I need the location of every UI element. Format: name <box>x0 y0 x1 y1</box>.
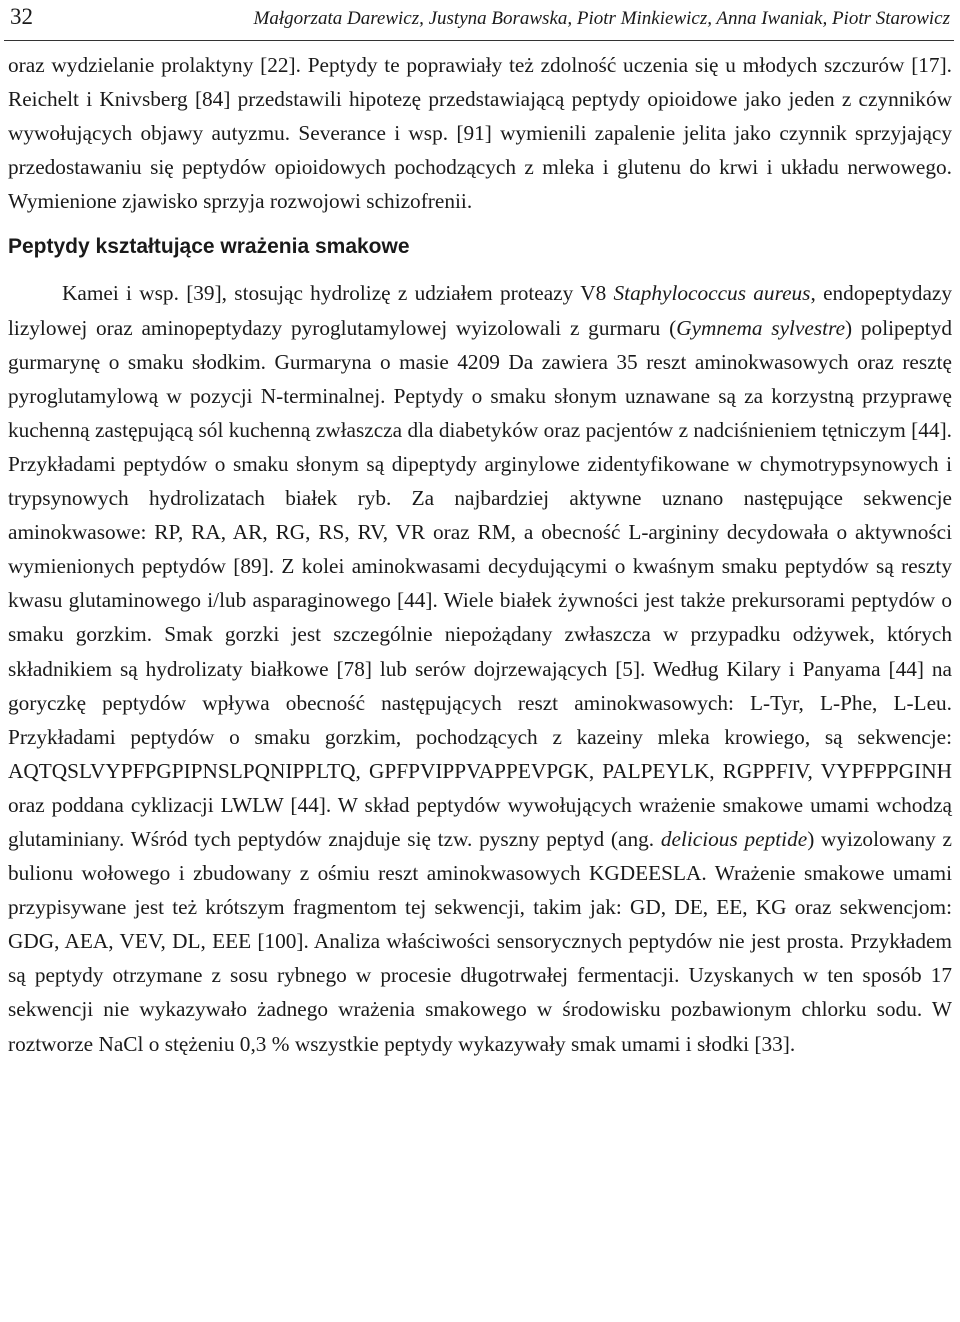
text-run: , endopeptydazy lizylowej oraz aminopeptydazy pyroglutamylowej wyizolowali z gurmaru ( <box>8 281 952 340</box>
paragraph-taste-peptides <box>8 276 952 1060</box>
species-name: Gymnema sylvestre <box>676 315 846 340</box>
paragraph-continuation: oraz wydzielanie prolaktyny [22]. Peptydy te poprawiały też zdolność uczenia się u młodych szczurów [17]. Reichelt i Knivsberg [84] przedstawili hipotezę przedstawiającą peptydy opioidowe jako jeden z czynników wywołujących objawy autyzmu. Severance i wsp. [91] wymienili zapalenie jelita jako czynnik sprzyjający przedostawaniu się peptydów opioidowych pochodzących z mleka i glutenu do krwi i układu nerwowego. Wymienione zjawisko sprzyja rozwojowi schizofrenii. <box>8 53 952 214</box>
text-run: ) wyizolowany z bulionu wołowego i zbudowany z ośmiu reszt aminokwasowych KGDEESLA. Wrażenie smakowe umami przypisywane jest też krótszym fragmentom tej sekwencji, takim jak: GD, DE, EE, KG oraz sekwencjom: GDG, AEA, VEV, DL, EEE [100]. Analiza właściwości sensorycznych peptydów nie jest prosta. Przykładem są peptydy otrzymane z sosu rybnego w procesie długotrwałej fermentacji. Uzyskanych w ten sposób 17 sekwencji nie wykazywało żadnego wrażenia smakowego w środowisku pozbawionym chlorku sodu. W roztworze NaCl o stężeniu 0,3 % wszystkie peptydy wykazywały smak umami i słodki [33]. <box>8 826 952 1056</box>
page-body <box>8 48 952 1061</box>
species-name: Staphylococcus aureus <box>613 281 811 306</box>
text-run: ) polipeptyd gurmarynę o smaku słodkim. Gurmaryna o masie 4209 Da zawiera 35 reszt aminokwasowych oraz resztę pyroglutamylową w pozycji N-terminalnej. Peptydy o smaku słonym uznawane są za korzystną przyprawę kuchenną zastępującą sól kuchenną zwłaszcza dla diabetyków oraz pacjentów z nadciśnieniem tętniczym [44]. Przykładami peptydów o smaku słonym są dipeptydy arginylowe zidentyfikowane w chymotrypsynowych i trypsynowych hydrolizatach białek ryb. Za najbardziej aktywne uznano następujące sekwencje aminokwasowe: RP, RA, AR, RG, RS, RV, VR oraz RM, a obecność L-argininy decydowała o aktywności wymienionych peptydów [89]. Z kolei aminokwasami decydującymi o kwaśnym smaku peptydów są reszty kwasu glutaminowego i/lub asparaginowego [44]. Wiele białek żywności jest także prekursorami peptydów o smaku gorzkim. Smak gorzki jest szczególnie niepożądany zwłaszcza w przypadku odżywek, których składnikiem są hydrolizaty białkowe [78] lub serów dojrzewających [5]. Według Kilary i Panyama [44] na goryczkę peptydów wpływa obecność następujących reszt aminokwasowych: L-Tyr, L-Phe, L-Leu. Przykładami peptydów o smaku gorzkim, pochodzących z kazeiny mleka krowiego, są sekwencje: AQTQSLVYPFPGPIPNSLPQNIPPLTQ, GPFPVIPPVAPPEVPGK, PALPEYLK, RGPPFIV, VYPFPPGINH oraz poddana cyklizacji LWLW [44]. W skład peptydów wywołujących wrażenie smakowe umami wchodzą glutaminiany. Wśród tych peptydów znajduje się tzw. pyszny peptyd (ang. <box>8 315 952 851</box>
page-number: 32 <box>10 4 33 29</box>
header-rule <box>4 40 954 41</box>
page-header <box>10 4 950 34</box>
text-run: Kamei i wsp. [39], stosując hydrolizę z udziałem proteazy V8 <box>62 281 614 306</box>
english-term: delicious peptide <box>660 826 808 851</box>
running-head-authors: Małgorzata Darewicz, Justyna Borawska, Piotr Minkiewicz, Anna Iwaniak, Piotr Starowicz <box>253 8 950 29</box>
section-heading: Peptydy kształtujące wrażenia smakowe <box>8 235 410 259</box>
